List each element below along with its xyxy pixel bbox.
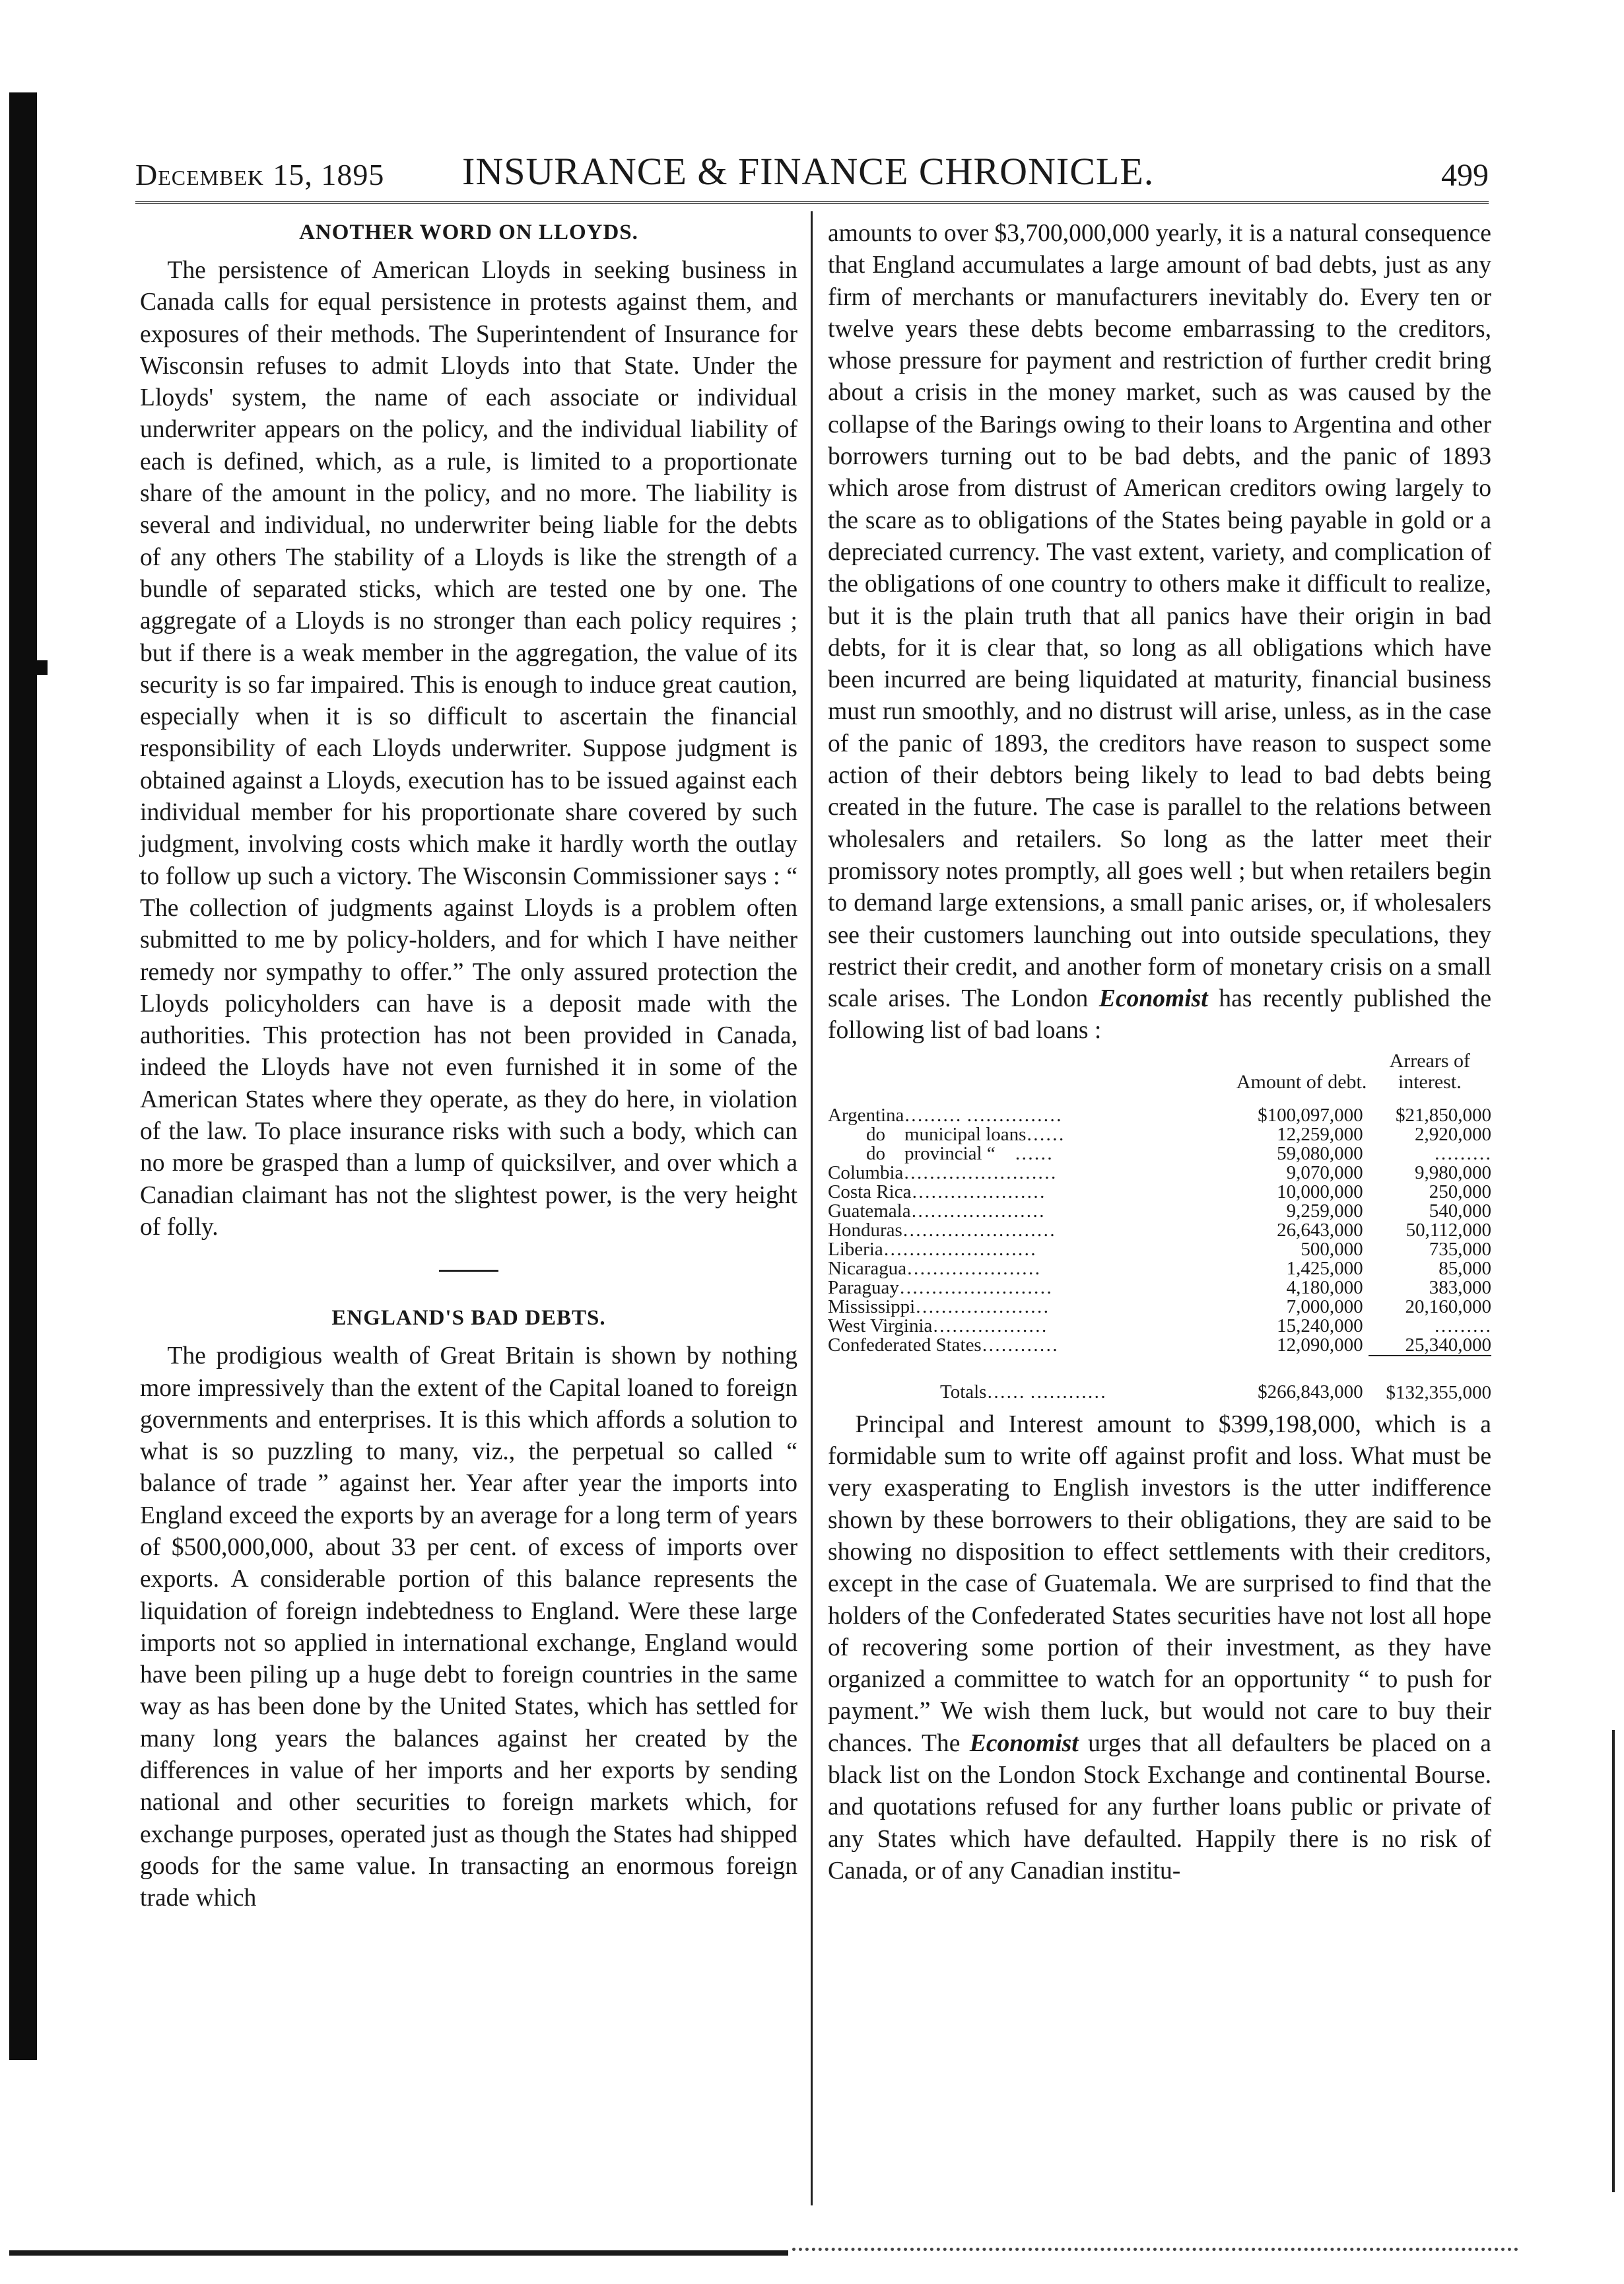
table-header-blank [828, 1050, 1235, 1106]
totals-label: Totals…… ………… [940, 1381, 1106, 1403]
table-row [828, 1163, 1491, 1183]
row-country: Columbia…………………… [828, 1163, 1057, 1183]
table-row [828, 1278, 1491, 1298]
row-arrears: 9,980,000 [1415, 1161, 1491, 1183]
row-country: Guatemala………………… [828, 1201, 1045, 1221]
table-totals-row [828, 1356, 1491, 1404]
publication-title: INSURANCE & FINANCE CHRONICLE. [462, 150, 1155, 193]
left-column [140, 218, 797, 1915]
right-margin-bar [1612, 1730, 1615, 2192]
row-country: Costa Rica………………… [828, 1182, 1046, 1202]
bad-loans-table [828, 1050, 1491, 1404]
row-arrears: 50,112,000 [1405, 1219, 1491, 1241]
row-country: Liberia…………………… [828, 1239, 1036, 1259]
row-amount: 10,000,000 [1277, 1181, 1363, 1202]
row-arrears: 85,000 [1438, 1257, 1491, 1279]
issue-date: Decembeᴋ 15, 1895 [135, 158, 385, 191]
row-amount: 7,000,000 [1286, 1296, 1363, 1317]
table-header-amount: Amount of debt. [1236, 1070, 1367, 1093]
header-rule [135, 201, 1489, 204]
row-amount: 1,425,000 [1286, 1257, 1363, 1279]
row-amount: 12,090,000 [1277, 1334, 1363, 1356]
row-amount: 500,000 [1301, 1238, 1363, 1260]
conclusion-text-a: Principal and Interest amount to $399,198,000, which is a formidable sum to write off against profit and loss. What must be very exasperating to English investors is the utter indifference shown by these borrowers to their obligations, they are said to be showing no disposition to effect settlements with their creditors, except in the case of Guatemala. We are surprised to find that the holders of the Confederated States securities have not lost all hope of recovering some portion of their investment, as they have organized a committee to watch for an opportunity “ to push for payment.” We wish them luck, but would not care to buy their chances. The [828, 1410, 1491, 1757]
row-amount: 26,643,000 [1277, 1219, 1363, 1241]
left-margin-mark [9, 660, 48, 675]
conclusion-text-b: urges that all defaulters be placed on a black list on the London Stock Exchange and continental Bourse. and quotations refused for any further loans public or private of any States which have defaulted. Happily there is no risk of Canada, or of any Canadian institu- [828, 1729, 1491, 1885]
totals-arrears: $132,355,000 [1369, 1356, 1491, 1404]
row-arrears: 383,000 [1429, 1276, 1491, 1298]
row-amount: 12,259,000 [1277, 1123, 1363, 1145]
row-country: Mississippi………………… [828, 1297, 1050, 1317]
article-separator [439, 1270, 498, 1272]
row-country: do municipal loans…… [828, 1125, 1065, 1144]
economist-name: Economist [1099, 985, 1208, 1013]
row-country: West Virginia……………… [828, 1316, 1048, 1336]
row-arrears: 540,000 [1429, 1200, 1491, 1222]
article-body-lloyds: The persistence of American Lloyds in seeking business in Canada calls for equal persistence in protests against them, and exposures of their methods. The Superintendent of Insurance for Wisconsin refuses to admit Lloyds into that State. Under the Lloyds' system, the name of each associate or individual underwriter appears on the policy, and the individual liability of each is defined, which, as a rule, is limited to a proportionate share of the amount in the policy, and no more. The liability is several and individual, no underwriter being liable for the debts of any others The stability of a Lloyds is like the strength of a bundle of separated sticks, which are tested one by one. The aggregate of a Lloyds is no stronger than each policy requires ; but if there is a weak member in the aggregation, the value of its security is so far impaired. This is enough to induce great caution, especially when it is so difficult to ascertain the financial responsibility of each Lloyds underwriter. Suppose judgment is obtained against a Lloyds, execution has to be issued against each individual member for his proportionate share covered by such judgment, involving costs which make it hardly worth the outlay to follow up such a victory. The Wisconsin Commissioner says : “ The collection of judgments against Lloyds is a problem often submitted to me by policy-holders, and for which I have neither remedy nor sympathy to offer.” The only assured protection the Lloyds policyholders can have is a deposit made with the authorities. This protection has not been provided in Canada, indeed the Lloyds have not even furnished it in some of the American States where they operate, as they do here, in violation of the law. To place insurance risks with such a body, which can no more be grasped than a lump of quicksilver, and over which a Canadian claimant has not the slightest power, is the very height of folly. [140, 257, 797, 1241]
row-amount: 9,070,000 [1286, 1161, 1363, 1183]
table-row [828, 1144, 1491, 1163]
row-arrears: 25,340,000 [1405, 1334, 1491, 1356]
row-country: Paraguay…………………… [828, 1278, 1052, 1298]
article-body-bad-debts-left: The prodigious wealth of Great Britain is shown by nothing more impressively than the extent of the Capital loaned to foreign governments and enterprises. It is this which affords a solution to what is so puzzling to many, viz., the perpetual so called “ balance of trade ” against her. Year after year the imports into England exceed the exports by an average for a long term of years of $500,000,000, about 33 per cent. of excess of imports over exports. A considerable portion of this balance represents the liquidation of foreign indebtedness to England. Were these large imports not so applied in international exchange, England would have been piling up a huge debt to foreign countries in the same way as has been done by the United States, which has settled for many long years the balances against her created by the differences in value of her imports and her exports by sending national and other securities to foreign markets which, for exchange purposes, operated just as though the States had shipped goods for the same value. In transacting an enormous foreign trade which [140, 1342, 797, 1912]
row-amount: 4,180,000 [1286, 1276, 1363, 1298]
article-body-bad-debts-right [828, 218, 1491, 1047]
row-arrears: 250,000 [1429, 1181, 1491, 1202]
row-country: Confederated States………… [828, 1335, 1058, 1356]
row-arrears: ……… [1434, 1315, 1491, 1336]
table-row [828, 1317, 1491, 1336]
article-title-bad-debts: ENGLAND'S BAD DEBTS. [331, 1306, 606, 1331]
row-amount: 9,259,000 [1286, 1200, 1363, 1222]
table-header-arrears: Arrears of interest. [1389, 1049, 1471, 1093]
row-arrears: 735,000 [1429, 1238, 1491, 1260]
row-amount: 15,240,000 [1277, 1315, 1363, 1336]
table-row [828, 1336, 1491, 1356]
bad-debts-intro-tail: has recently published the following list of bad loans : [828, 985, 1491, 1045]
article-title-lloyds: ANOTHER WORD ON LLOYDS. [299, 221, 638, 244]
table-row [828, 1240, 1491, 1259]
row-country: Argentina……… …………… [828, 1105, 1062, 1125]
bad-debts-continued-text: amounts to over $3,700,000,000 yearly, it is a natural consequence that England accumulates a large amount of bad debts, just as any firm of merchants or manufacturers inevitably do. Every ten or twelve years these debts become embarrassing to the creditors, whose pressure for payment and restriction of further credit bring about a crisis in the money market, such as was caused by the collapse of the Barings owing to their loans to Argentina and other borrowers turning out to be bad debts, and the panic of 1893 which arose from distrust of American creditors owing largely to the scare as to obligations of the States being payable in gold or a depreciated currency. The vast extent, variety, and complication of the obligations of one country to others make it difficult to realize, but it is the plain truth that all panics have their origin in bad debts, for it is clear that, so long as all obligations which have been incurred are being liquidated at maturity, financial business must run smoothly, and no distrust will arise, unless, as in the case of the panic of 1893, the creditors have reason to suspect some action of their debtors being likely to lead to bad debts being created in the future. The case is parallel to the relations between wholesalers and retailers. So long as the latter meet their promissory notes promptly, all goes well ; but when retailers begin to demand large extensions, a small panic arises, or, if wholesalers see their customers launching out into outside speculations, they restrict their credit, and another form of monetary crisis on a small scale arises. The London [828, 220, 1491, 1013]
row-country: Honduras…………………… [828, 1220, 1056, 1240]
economist-name-2: Economist [969, 1729, 1079, 1757]
row-arrears: ……… [1434, 1142, 1491, 1164]
article-body-bad-debts-conclusion [828, 1409, 1491, 1887]
totals-amount: $266,843,000 [1258, 1381, 1363, 1403]
table-row [828, 1106, 1491, 1125]
column-divider [811, 211, 813, 2205]
table-row [828, 1259, 1491, 1278]
page-number: 499 [1441, 158, 1489, 193]
row-arrears: 2,920,000 [1415, 1123, 1491, 1145]
row-country: do provincial “ …… [828, 1144, 1053, 1163]
bottom-scan-dots [792, 2248, 1518, 2255]
table-row [828, 1202, 1491, 1221]
table-row [828, 1183, 1491, 1202]
row-amount: 59,080,000 [1277, 1142, 1363, 1164]
page-header [135, 145, 1489, 205]
row-amount: $100,097,000 [1258, 1104, 1363, 1126]
right-column [828, 218, 1491, 1887]
row-arrears: $21,850,000 [1396, 1104, 1491, 1126]
table-row [828, 1125, 1491, 1144]
row-arrears: 20,160,000 [1405, 1296, 1491, 1317]
left-margin-bar [9, 92, 37, 2060]
bottom-scan-rule [9, 2250, 788, 2256]
table-row [828, 1221, 1491, 1240]
table-row [828, 1298, 1491, 1317]
row-country: Nicaragua………………… [828, 1259, 1041, 1278]
